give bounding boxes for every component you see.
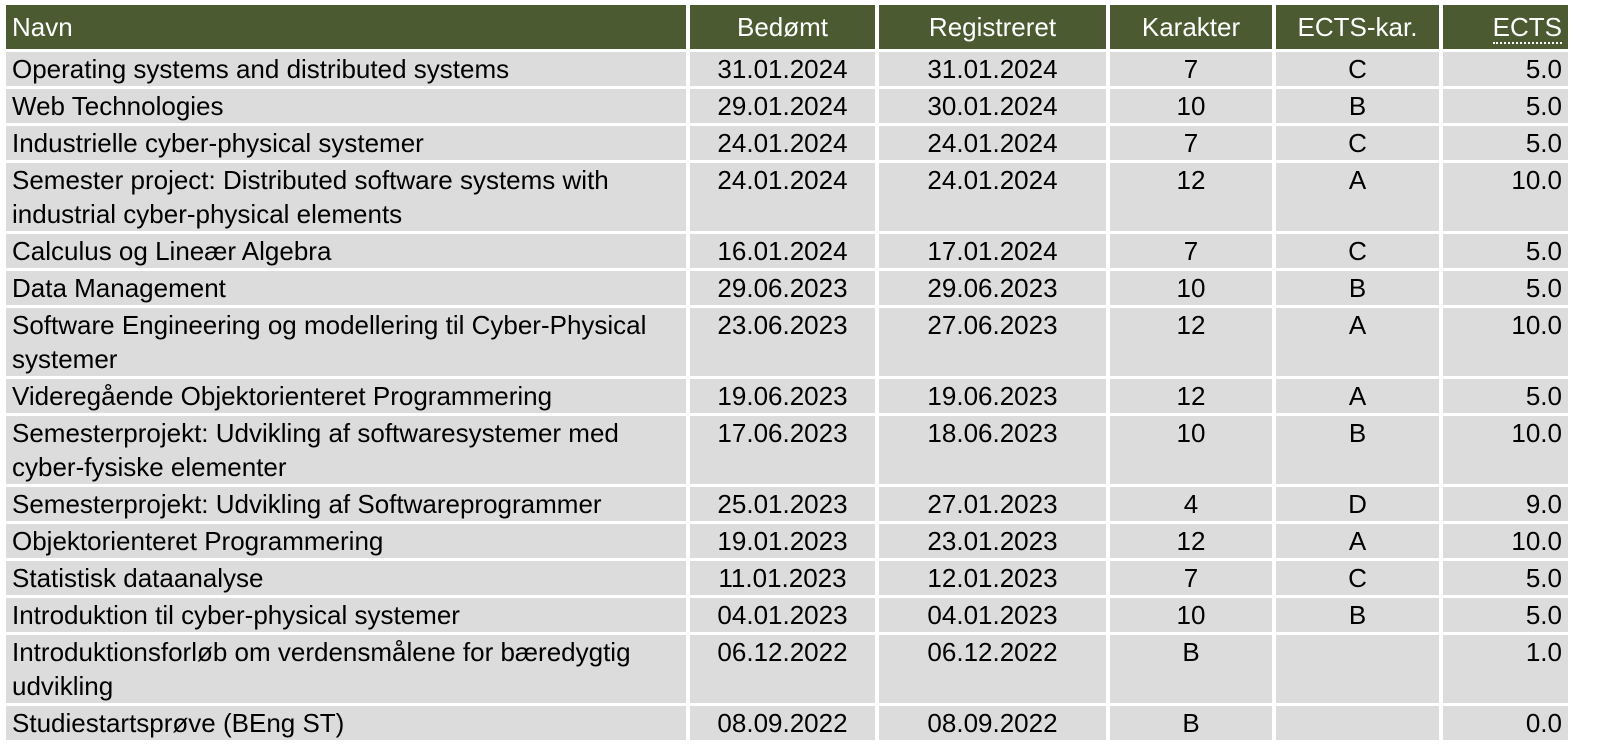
grade: B — [1110, 635, 1272, 703]
grade: 7 — [1110, 234, 1272, 268]
assessed-date: 04.01.2023 — [690, 598, 875, 632]
ects-grade: A — [1276, 379, 1439, 413]
course-name: Semesterprojekt: Udvikling af Softwareprogrammer — [6, 487, 686, 521]
assessed-date: 08.09.2022 — [690, 706, 875, 740]
ects-grade: B — [1276, 271, 1439, 305]
ects-points: 10.0 — [1443, 308, 1568, 376]
ects-grade: C — [1276, 561, 1439, 595]
grade: B — [1110, 706, 1272, 740]
ects-points: 10.0 — [1443, 524, 1568, 558]
course-name: Statistisk dataanalyse — [6, 561, 686, 595]
assessed-date: 06.12.2022 — [690, 635, 875, 703]
header-row — [6, 5, 1568, 49]
ects-points: 5.0 — [1443, 234, 1568, 268]
course-name: Calculus og Lineær Algebra — [6, 234, 686, 268]
assessed-date: 29.01.2024 — [690, 89, 875, 123]
course-name: Semester project: Distributed software systems with industrial cyber-physical elements — [6, 163, 686, 231]
ects-grade: B — [1276, 598, 1439, 632]
registered-date: 30.01.2024 — [879, 89, 1106, 123]
ects-points: 5.0 — [1443, 126, 1568, 160]
ects-points: 0.0 — [1443, 706, 1568, 740]
ects-grade: C — [1276, 234, 1439, 268]
assessed-date: 25.01.2023 — [690, 487, 875, 521]
ects-grade: A — [1276, 163, 1439, 231]
course-name: Web Technologies — [6, 89, 686, 123]
course-name: Videregående Objektorienteret Programmering — [6, 379, 686, 413]
grade: 7 — [1110, 561, 1272, 595]
course-name: Software Engineering og modellering til Cyber-Physical systemer — [6, 308, 686, 376]
ects-grade — [1276, 706, 1439, 740]
table-row — [6, 89, 1568, 123]
grade: 4 — [1110, 487, 1272, 521]
registered-date: 29.06.2023 — [879, 271, 1106, 305]
column-header-ects-grade[interactable]: ECTS-kar. — [1276, 5, 1439, 49]
course-name: Studiestartsprøve (BEng ST) — [6, 706, 686, 740]
column-header-ects[interactable] — [1443, 5, 1568, 49]
assessed-date: 31.01.2024 — [690, 52, 875, 86]
registered-date: 17.01.2024 — [879, 234, 1106, 268]
ects-grade: C — [1276, 52, 1439, 86]
grade: 10 — [1110, 416, 1272, 484]
assessed-date: 16.01.2024 — [690, 234, 875, 268]
ects-grade: A — [1276, 524, 1439, 558]
grade: 10 — [1110, 598, 1272, 632]
registered-date: 24.01.2024 — [879, 126, 1106, 160]
assessed-date: 11.01.2023 — [690, 561, 875, 595]
course-name: Data Management — [6, 271, 686, 305]
registered-date: 27.01.2023 — [879, 487, 1106, 521]
registered-date: 12.01.2023 — [879, 561, 1106, 595]
course-name: Objektorienteret Programmering — [6, 524, 686, 558]
grade: 12 — [1110, 308, 1272, 376]
column-header-assessed[interactable]: Bedømt — [690, 5, 875, 49]
ects-points: 5.0 — [1443, 379, 1568, 413]
grade: 10 — [1110, 89, 1272, 123]
table-row — [6, 598, 1568, 632]
table-row — [6, 308, 1568, 376]
table-row — [6, 561, 1568, 595]
table-row — [6, 126, 1568, 160]
ects-points: 5.0 — [1443, 561, 1568, 595]
grade: 12 — [1110, 524, 1272, 558]
grades-table — [2, 2, 1572, 743]
course-name: Operating systems and distributed systems — [6, 52, 686, 86]
table-row — [6, 635, 1568, 703]
ects-points: 9.0 — [1443, 487, 1568, 521]
table-row — [6, 706, 1568, 740]
grade: 12 — [1110, 163, 1272, 231]
grade: 7 — [1110, 126, 1272, 160]
assessed-date: 24.01.2024 — [690, 126, 875, 160]
ects-points: 5.0 — [1443, 598, 1568, 632]
assessed-date: 17.06.2023 — [690, 416, 875, 484]
table-row — [6, 271, 1568, 305]
grade: 10 — [1110, 271, 1272, 305]
table-row — [6, 52, 1568, 86]
course-name: Introduktion til cyber-physical systemer — [6, 598, 686, 632]
ects-grade — [1276, 635, 1439, 703]
ects-grade: D — [1276, 487, 1439, 521]
registered-date: 18.06.2023 — [879, 416, 1106, 484]
course-name: Semesterprojekt: Udvikling af softwaresystemer med cyber-fysiske elementer — [6, 416, 686, 484]
table-row — [6, 487, 1568, 521]
table-row — [6, 379, 1568, 413]
ects-points: 5.0 — [1443, 271, 1568, 305]
registered-date: 24.01.2024 — [879, 163, 1106, 231]
registered-date: 06.12.2022 — [879, 635, 1106, 703]
assessed-date: 29.06.2023 — [690, 271, 875, 305]
ects-points: 1.0 — [1443, 635, 1568, 703]
ects-grade: B — [1276, 89, 1439, 123]
column-header-registered[interactable]: Registreret — [879, 5, 1106, 49]
table-row — [6, 163, 1568, 231]
grade: 7 — [1110, 52, 1272, 86]
table-row — [6, 524, 1568, 558]
registered-date: 23.01.2023 — [879, 524, 1106, 558]
assessed-date: 24.01.2024 — [690, 163, 875, 231]
assessed-date: 19.06.2023 — [690, 379, 875, 413]
assessed-date: 23.06.2023 — [690, 308, 875, 376]
ects-grade: B — [1276, 416, 1439, 484]
course-name: Industrielle cyber-physical systemer — [6, 126, 686, 160]
ects-points: 10.0 — [1443, 163, 1568, 231]
registered-date: 08.09.2022 — [879, 706, 1106, 740]
registered-date: 31.01.2024 — [879, 52, 1106, 86]
ects-points: 5.0 — [1443, 89, 1568, 123]
column-header-name[interactable]: Navn — [6, 5, 686, 49]
ects-abbreviation[interactable]: ECTS — [1492, 12, 1562, 42]
column-header-grade[interactable]: Karakter — [1110, 5, 1272, 49]
course-name: Introduktionsforløb om verdensmålene for bæredygtig udvikling — [6, 635, 686, 703]
grade: 12 — [1110, 379, 1272, 413]
ects-grade: A — [1276, 308, 1439, 376]
ects-points: 10.0 — [1443, 416, 1568, 484]
ects-points: 5.0 — [1443, 52, 1568, 86]
assessed-date: 19.01.2023 — [690, 524, 875, 558]
table-row — [6, 416, 1568, 484]
grade-rows — [6, 52, 1568, 740]
ects-grade: C — [1276, 126, 1439, 160]
table-row — [6, 234, 1568, 268]
registered-date: 27.06.2023 — [879, 308, 1106, 376]
registered-date: 04.01.2023 — [879, 598, 1106, 632]
registered-date: 19.06.2023 — [879, 379, 1106, 413]
